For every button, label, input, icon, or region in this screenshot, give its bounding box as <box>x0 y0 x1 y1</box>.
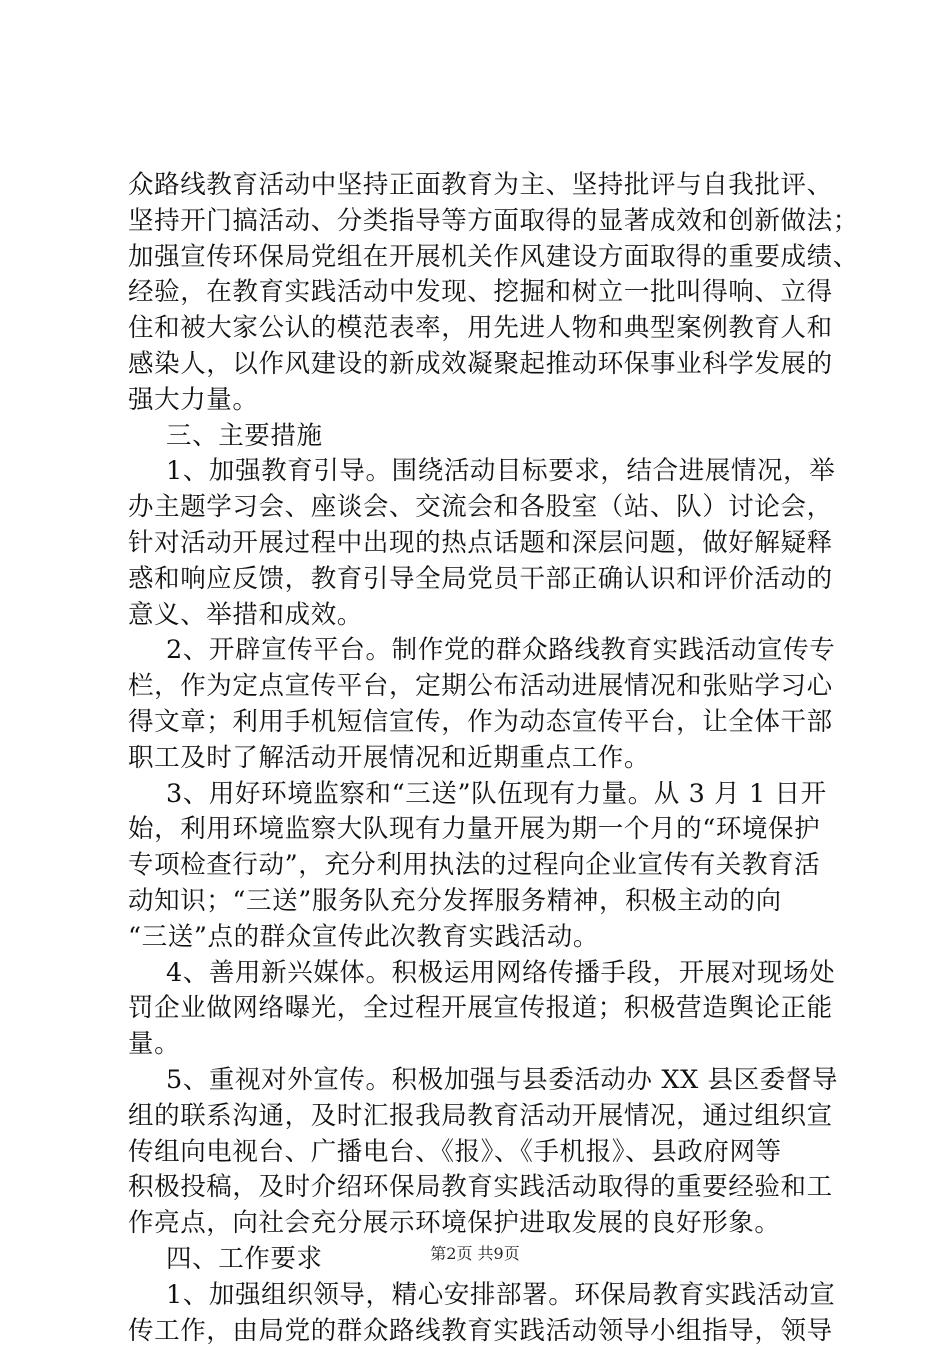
text-line: 传工作，由局党的群众路线教育实践活动领导小组指导，领导 <box>128 1314 828 1349</box>
text-line: 5、重视对外宣传。积极加强与县委活动办 XX 县区委督导 <box>128 1063 828 1099</box>
text-line: 3、用好环境监察和“三送”队伍现有力量。从 3 月 1 日开 <box>128 777 828 813</box>
text-line: 动知识；“三送”服务队充分发挥服务精神，积极主动的向 <box>128 884 828 920</box>
text-line: 4、善用新兴媒体。积极运用网络传播手段，开展对现场处 <box>128 956 828 992</box>
page-footer <box>0 1241 950 1264</box>
text-line: 积极投稿，及时介绍环保局教育实践活动取得的重要经验和工 <box>128 1170 828 1206</box>
text-line: “三送”点的群众宣传此次教育实践活动。 <box>128 920 828 956</box>
text-line: 办主题学习会、座谈会、交流会和各股室（站、队）讨论会， <box>128 490 828 526</box>
text-line: 住和被大家公认的模范表率，用先进人物和典型案例教育人和 <box>128 311 828 347</box>
text-line: 坚持开门搞活动、分类指导等方面取得的显著成效和创新做法； <box>128 204 828 240</box>
text-line: 得文章；利用手机短信宣传，作为动态宣传平台，让全体干部 <box>128 705 828 741</box>
text-line: 栏，作为定点宣传平台，定期公布活动进展情况和张贴学习心 <box>128 669 828 705</box>
text-line: 三、主要措施 <box>128 419 828 455</box>
text-line: 众路线教育活动中坚持正面教育为主、坚持批评与自我批评、 <box>128 168 828 204</box>
text-line: 职工及时了解活动开展情况和近期重点工作。 <box>128 741 828 777</box>
text-line: 针对活动开展过程中出现的热点话题和深层问题，做好解疑释 <box>128 526 828 562</box>
text-line: 意义、举措和成效。 <box>128 598 828 634</box>
text-line: 四、工作要求 <box>128 1242 828 1278</box>
text-line: 罚企业做网络曝光，全过程开展宣传报道；积极营造舆论正能 <box>128 991 828 1027</box>
text-line: 2、开辟宣传平台。制作党的群众路线教育实践活动宣传专 <box>128 633 828 669</box>
text-line: 1、加强组织领导，精心安排部署。环保局教育实践活动宣 <box>128 1278 828 1314</box>
text-line: 始，利用环境监察大队现有力量开展为期一个月的“环境保护 <box>128 812 828 848</box>
text-line: 经验，在教育实践活动中发现、挖掘和树立一批叫得响、立得 <box>128 275 828 311</box>
text-line: 强大力量。 <box>128 383 828 419</box>
text-line: 量。 <box>128 1027 828 1063</box>
text-line: 1、加强教育引导。围绕活动目标要求，结合进展情况，举 <box>128 454 828 490</box>
text-line: 惑和响应反馈，教育引导全局党员干部正确认识和评价活动的 <box>128 562 828 598</box>
text-line: 传组向电视台、广播电台、《报》、《手机报》、县政府网等 <box>128 1135 828 1171</box>
text-line: 加强宣传环保局党组在开展机关作风建设方面取得的重要成绩、 <box>128 240 828 276</box>
text-line: 作亮点，向社会充分展示环境保护进取发展的良好形象。 <box>128 1206 828 1242</box>
document-body <box>128 168 828 1349</box>
text-line: 专项检查行动”，充分利用执法的过程向企业宣传有关教育活 <box>128 848 828 884</box>
text-line: 感染人，以作风建设的新成效凝聚起推动环保事业科学发展的 <box>128 347 828 383</box>
text-line: 组的联系沟通，及时汇报我局教育活动开展情况，通过组织宣 <box>128 1099 828 1135</box>
page-number: 第2页 共9页 <box>430 1244 519 1263</box>
